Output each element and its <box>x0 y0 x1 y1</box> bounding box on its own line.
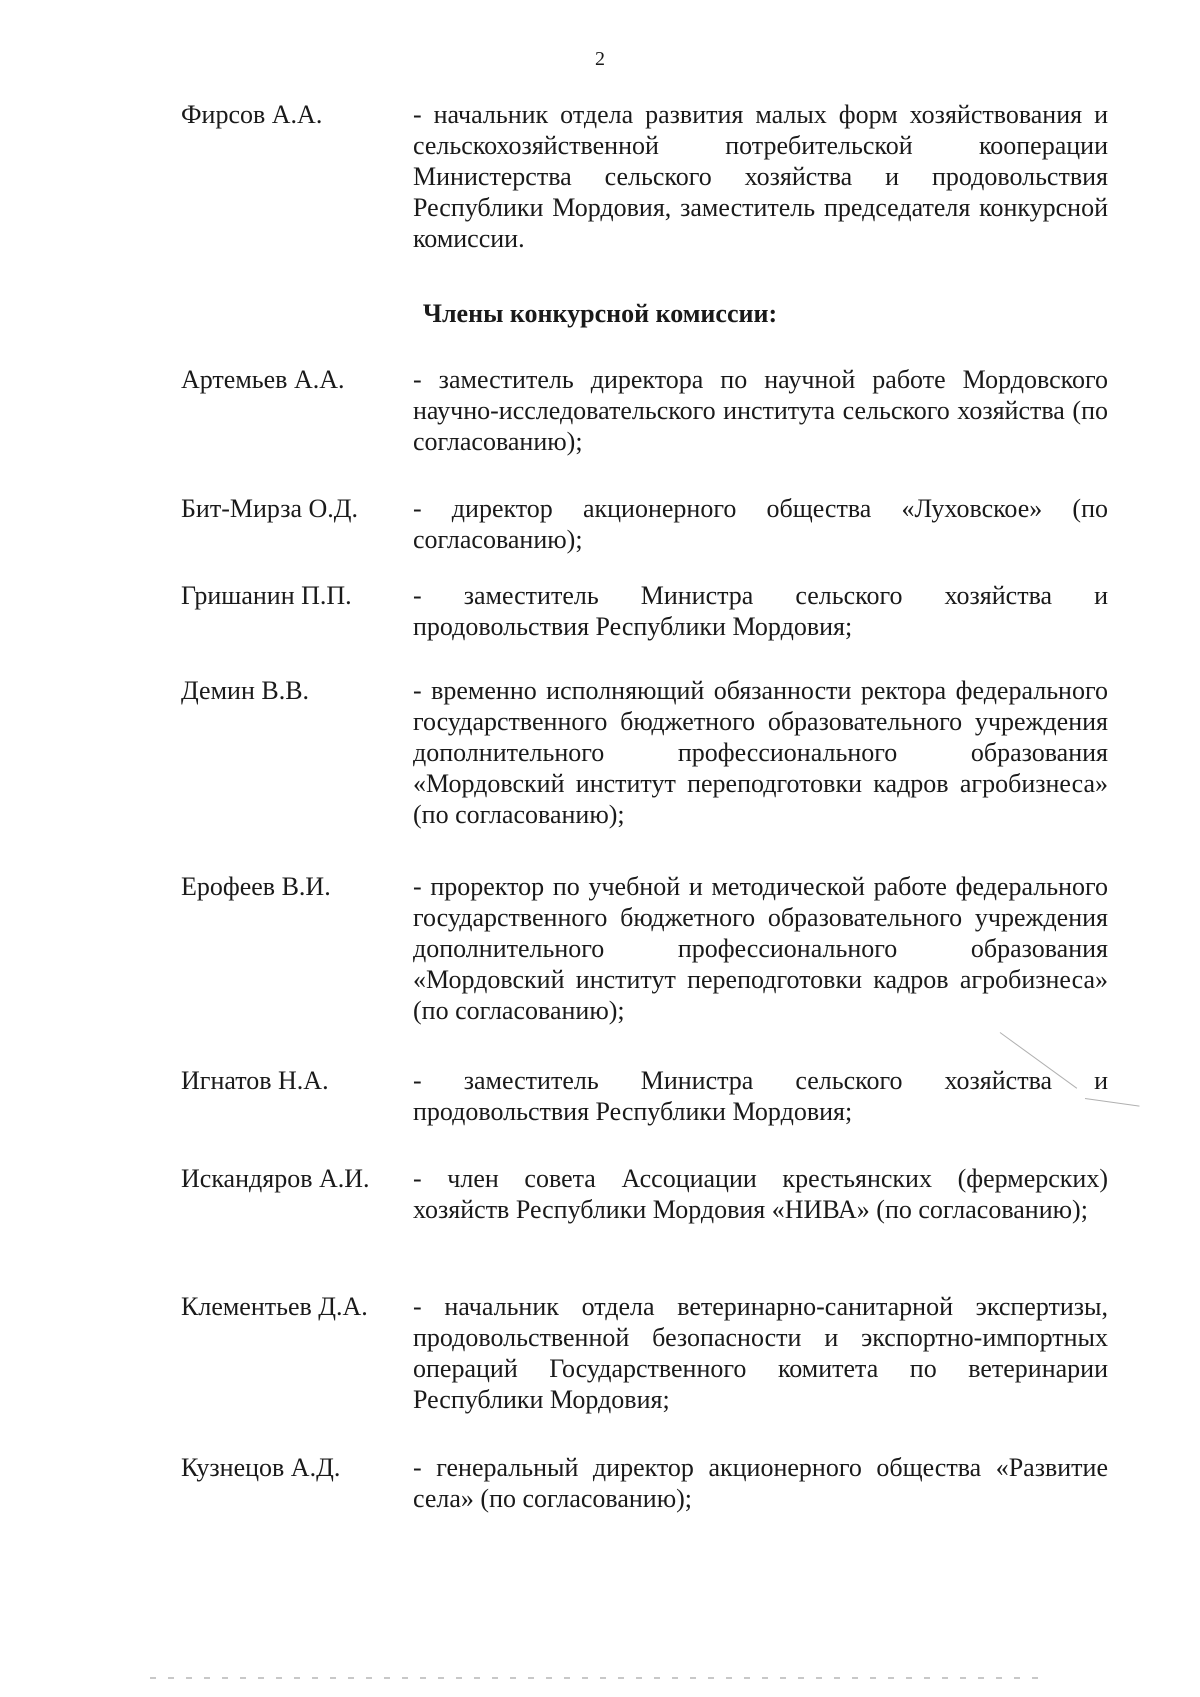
member-name: Демин В.В. <box>181 676 310 705</box>
member-description: - временно исполняющий обязанности ректора федерального государственного бюджетного образовательного учреждения дополнительного профессионального образования «Мордовский институт переподготовки кадров агробизнеса» (по согласованию); <box>413 676 1108 829</box>
member-description: - начальник отдела развития малых форм хозяйствования и сельскохозяйственной потребительской кооперации Министерства сельского хозяйства и продовольствия Республики Мордовия, заместитель председателя конкурсной комиссии. <box>413 100 1108 253</box>
member-name: Игнатов Н.А. <box>181 1066 329 1095</box>
member-description: - заместитель Министра сельского хозяйства и продовольствия Республики Мордовия; <box>413 1066 1108 1126</box>
scan-artifact-dots <box>150 1677 1050 1679</box>
page-number: 2 <box>595 48 605 70</box>
member-name: Артемьев А.А. <box>181 365 345 394</box>
member-name: Фирсов А.А. <box>181 100 323 129</box>
member-name: Гришанин П.П. <box>181 581 352 610</box>
member-name: Бит-Мирза О.Д. <box>181 494 359 523</box>
member-description: - директор акционерного общества «Луховское» (по согласованию); <box>413 494 1108 554</box>
member-description: - проректор по учебной и методической работе федерального государственного бюджетного образовательного учреждения дополнительного профессионального образования «Мордовский институт переподготовки кадров агробизнеса» (по согласованию); <box>413 872 1108 1025</box>
member-name: Кузнецов А.Д. <box>181 1453 341 1482</box>
member-description: - член совета Ассоциации крестьянских (фермерских) хозяйств Республики Мордовия «НИВА» (по согласованию); <box>413 1164 1108 1224</box>
member-name: Искандяров А.И. <box>181 1164 370 1193</box>
member-description: - генеральный директор акционерного общества «Развитие села» (по согласованию); <box>413 1453 1108 1513</box>
member-name: Ерофеев В.И. <box>181 872 331 901</box>
member-description: - заместитель Министра сельского хозяйства и продовольствия Республики Мордовия; <box>413 581 1108 641</box>
member-description: - заместитель директора по научной работе Мордовского научно-исследовательского института сельского хозяйства (по согласованию); <box>413 365 1108 456</box>
member-description: - начальник отдела ветеринарно-санитарной экспертизы, продовольственной безопасности и экспортно-импортных операций Государственного комитета по ветеринарии Республики Мордовия; <box>413 1292 1108 1414</box>
members-heading: Члены конкурсной комиссии: <box>422 299 778 328</box>
member-name: Клементьев Д.А. <box>181 1292 368 1321</box>
